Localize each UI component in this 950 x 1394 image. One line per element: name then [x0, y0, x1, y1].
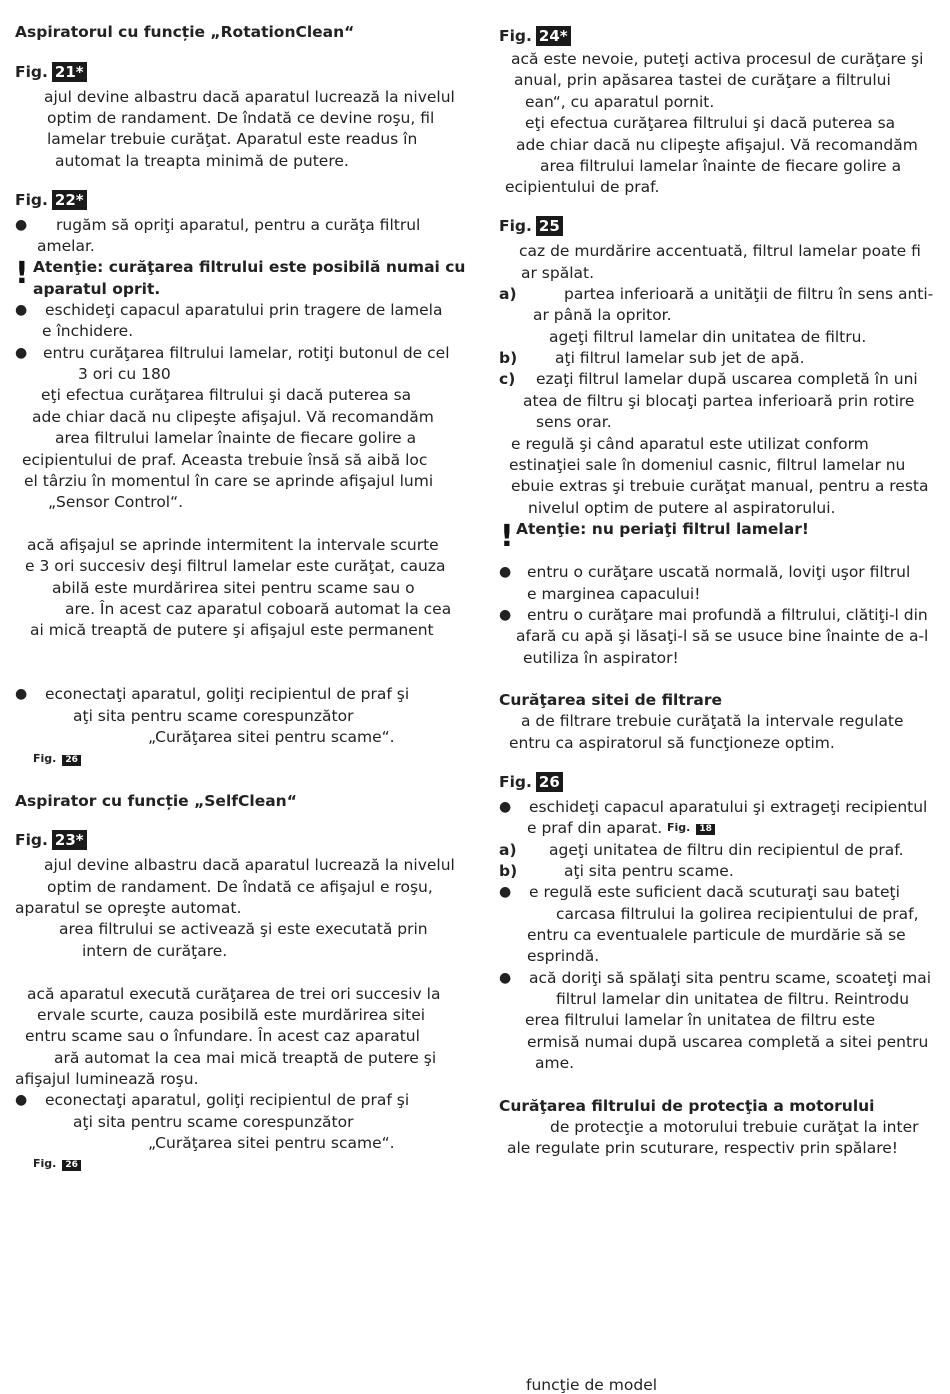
warning-text: aparatul oprit. — [33, 280, 161, 298]
paragraph-line: area filtrului lamelar înainte de fiecare golire a — [540, 157, 902, 175]
list-item: ame. — [535, 1054, 575, 1072]
step-text: ageţi filtrul lamelar din unitatea de filtru. — [549, 328, 867, 346]
step-label: a) — [499, 841, 517, 859]
bullet-icon: ● — [499, 884, 512, 900]
step-text: aţi filtrul lamelar sub jet de apă. — [555, 349, 805, 367]
list-item: rugăm să opriţi aparatul, pentru a curăţa filtrul — [56, 216, 421, 234]
fig-26-small-ref: Fig. 26 — [33, 1157, 81, 1171]
list-item: filtrul lamelar din unitatea de filtru. Reintrodu — [556, 990, 910, 1008]
list-item: eutiliza în aspirator! — [523, 649, 679, 667]
section-heading-selfclean: Aspirator cu funcție „SelfClean“ — [15, 792, 297, 810]
paragraph-line: lamelar trebuie curăţat. Aparatul este readus în — [47, 130, 418, 148]
paragraph-line: area filtrului se activează şi este executată prin — [59, 920, 428, 938]
paragraph-line: ară automat la cea mai mică treaptă de putere şi — [54, 1049, 437, 1067]
paragraph-line: acă afişajul se aprinde intermitent la intervale scurte — [27, 536, 439, 554]
warning-exclamation-icon: ! — [500, 519, 514, 554]
fig-25-ref: Fig. 25 — [499, 216, 563, 236]
footnote: funcţie de model — [526, 1376, 658, 1394]
paragraph-line: acă este nevoie, puteţi activa procesul de curăţare şi — [511, 50, 924, 68]
paragraph-line: ade chiar dacă nu clipeşte afişajul. Vă recomandăm — [516, 136, 918, 154]
paragraph-line: ajul devine albastru dacă aparatul lucrează la nivelul — [44, 88, 455, 106]
paragraph-line: eţi efectua curăţarea filtrului şi dacă puterea sa — [525, 114, 896, 132]
step-text: ezaţi filtrul lamelar după uscarea completă în uni — [536, 370, 918, 388]
step-label: a) — [499, 285, 517, 303]
list-item: amelar. — [37, 237, 95, 255]
fig-26-ref: Fig. 26 — [499, 772, 563, 792]
paragraph-line: e 3 ori succesiv deşi filtrul lamelar este curăţat, cauza — [25, 557, 446, 575]
list-item: ermisă numai după uscarea completă a sitei pentru — [527, 1033, 929, 1051]
list-item: acă doriţi să spălaţi sita pentru scame, scoateţi mai — [529, 969, 932, 987]
fig-26-small-ref: Fig. 26 — [33, 752, 81, 766]
paragraph-line: a de filtrare trebuie curăţată la intervale regulate — [521, 712, 904, 730]
step-text: atea de filtru şi blocaţi partea inferioară prin rotire — [523, 392, 915, 410]
list-item: erea filtrului lamelar în unitatea de filtru este — [525, 1011, 876, 1029]
step-text: sens orar. — [536, 413, 612, 431]
section-heading-sieve-cleaning: Curăţarea sitei de filtrare — [499, 691, 723, 709]
paragraph-line: optim de randament. De îndată ce devine roşu, fil — [47, 109, 435, 127]
bullet-icon: ● — [499, 607, 512, 623]
list-item: eschideţi capacul aparatului şi extrageţi recipientul — [529, 798, 928, 816]
step-text: aţi sita pentru scame. — [564, 862, 734, 880]
list-item: carcasa filtrului la golirea recipientului de praf, — [556, 905, 919, 923]
list-item: afară cu apă şi lăsaţi-l să se usuce bine înainte de a-l — [516, 627, 929, 645]
paragraph-line: ean“, cu aparatul pornit. — [525, 93, 715, 111]
bullet-icon: ● — [15, 217, 28, 233]
step-label: c) — [499, 370, 516, 388]
paragraph-line: nivelul optim de putere al aspiratorului. — [528, 499, 836, 517]
fig-22-ref: Fig. 22* — [15, 190, 87, 210]
paragraph-line: ai mică treaptă de putere şi afişajul este permanent — [30, 621, 434, 639]
list-item: „Curăţarea sitei pentru scame“. — [148, 728, 395, 746]
paragraph-line: anual, prin apăsarea tastei de curăţare a filtrului — [514, 71, 891, 89]
paragraph-line: e regulă şi când aparatul este utilizat conform — [511, 435, 869, 453]
paragraph-line: ar spălat. — [521, 264, 595, 282]
paragraph-line: ervale scurte, cauza posibilă este murdărirea sitei — [37, 1006, 426, 1024]
paragraph-line: automat la treapta minimă de putere. — [55, 152, 349, 170]
step-text: partea inferioară a unităţii de filtru în sens anti- — [564, 285, 934, 303]
list-item: esprindă. — [527, 947, 600, 965]
list-item: entru ca eventualele particule de murdărie să se — [527, 926, 906, 944]
paragraph-line: entru ca aspiratorul să funcţioneze optim. — [509, 734, 835, 752]
paragraph-line: entru scame sau o înfundare. În acest caz aparatul — [25, 1027, 420, 1045]
paragraph-line: are. În acest caz aparatul coboară automat la cea — [65, 600, 452, 618]
list-item: econectaţi aparatul, goliţi recipientul de praf şi — [45, 685, 410, 703]
list-item: e praf din aparat. — [527, 819, 663, 837]
list-item: entru o curăţare mai profundă a filtrului, clătiţi-l din — [527, 606, 928, 624]
fig-24-ref: Fig. 24* — [499, 26, 571, 46]
paragraph-line: afişajul luminează roşu. — [15, 1070, 199, 1088]
fig-23-ref: Fig. 23* — [15, 830, 87, 850]
step-label: b) — [499, 349, 518, 367]
paragraph-line: ecipientului de praf. — [505, 178, 660, 196]
section-heading-motor-filter: Curăţarea filtrului de protecţia a motorului — [499, 1097, 875, 1115]
bullet-icon: ● — [499, 799, 512, 815]
list-item: aţi sita pentru scame corespunzător — [73, 707, 354, 725]
paragraph-line: „Sensor Control“. — [48, 493, 184, 511]
paragraph-line: ale regulate prin scuturare, respectiv prin spălare! — [507, 1139, 899, 1157]
step-label: b) — [499, 862, 518, 880]
warning-text: Atenţie: curăţarea filtrului este posibilă numai cu — [33, 258, 466, 276]
section-heading-rotationclean: Aspiratorul cu funcție „RotationClean“ — [15, 23, 355, 41]
paragraph-line: ecipientului de praf. Aceasta trebuie însă să aibă loc — [22, 451, 428, 469]
bullet-icon: ● — [499, 564, 512, 580]
bullet-icon: ● — [15, 345, 28, 361]
paragraph-line: el târziu în momentul în care se aprinde afişajul lumi — [24, 472, 434, 490]
paragraph-line: eţi efectua curăţarea filtrului şi dacă puterea sa — [41, 386, 412, 404]
fig-21-ref: Fig. 21* — [15, 62, 87, 82]
list-item: econectaţi aparatul, goliţi recipientul de praf şi — [45, 1091, 410, 1109]
list-item: 3 ori cu 180 — [78, 365, 171, 383]
paragraph-line: optim de randament. De îndată ce afişajul e roşu, — [47, 878, 433, 896]
paragraph-line: area filtrului lamelar înainte de fiecare golire a — [55, 429, 417, 447]
fig-18-small-ref: Fig. 18 — [667, 821, 715, 835]
paragraph-line: ajul devine albastru dacă aparatul lucrează la nivelul — [44, 856, 455, 874]
list-item: entru o curăţare uscată normală, loviţi uşor filtrul — [527, 563, 911, 581]
step-text: ar până la opritor. — [533, 306, 672, 324]
bullet-icon: ● — [15, 686, 28, 702]
paragraph-line: ade chiar dacă nu clipeşte afişajul. Vă recomandăm — [32, 408, 434, 426]
paragraph-line: intern de curăţare. — [82, 942, 228, 960]
warning-text: Atenţie: nu periaţi filtrul lamelar! — [516, 520, 809, 538]
list-item: „Curăţarea sitei pentru scame“. — [148, 1134, 395, 1152]
list-item: e închidere. — [42, 322, 134, 340]
list-item: e regulă este suficient dacă scuturaţi sau bateţi — [529, 883, 900, 901]
paragraph-line: aparatul se opreşte automat. — [15, 899, 242, 917]
bullet-icon: ● — [499, 970, 512, 986]
bullet-icon: ● — [15, 302, 28, 318]
paragraph-line: caz de murdărire accentuată, filtrul lamelar poate fi — [519, 242, 921, 260]
list-item: e marginea capacului! — [527, 585, 701, 603]
paragraph-line: acă aparatul execută curăţarea de trei ori succesiv la — [27, 985, 441, 1003]
list-item: aţi sita pentru scame corespunzător — [73, 1113, 354, 1131]
paragraph-line: abilă este murdărirea sitei pentru scame sau o — [52, 579, 415, 597]
paragraph-line: de protecţie a motorului trebuie curăţat la inter — [550, 1118, 919, 1136]
warning-exclamation-icon: ! — [15, 256, 29, 291]
bullet-icon: ● — [15, 1092, 28, 1108]
list-item: eschideţi capacul aparatului prin tragere de lamela — [45, 301, 443, 319]
paragraph-line: estinaţiei sale în domeniul casnic, filtrul lamelar nu — [509, 456, 906, 474]
step-text: ageţi unitatea de filtru din recipientul de praf. — [549, 841, 904, 859]
paragraph-line: ebuie extras şi trebuie curăţat manual, pentru a resta — [511, 477, 929, 495]
list-item: entru curăţarea filtrului lamelar, rotiţi butonul de cel — [43, 344, 450, 362]
